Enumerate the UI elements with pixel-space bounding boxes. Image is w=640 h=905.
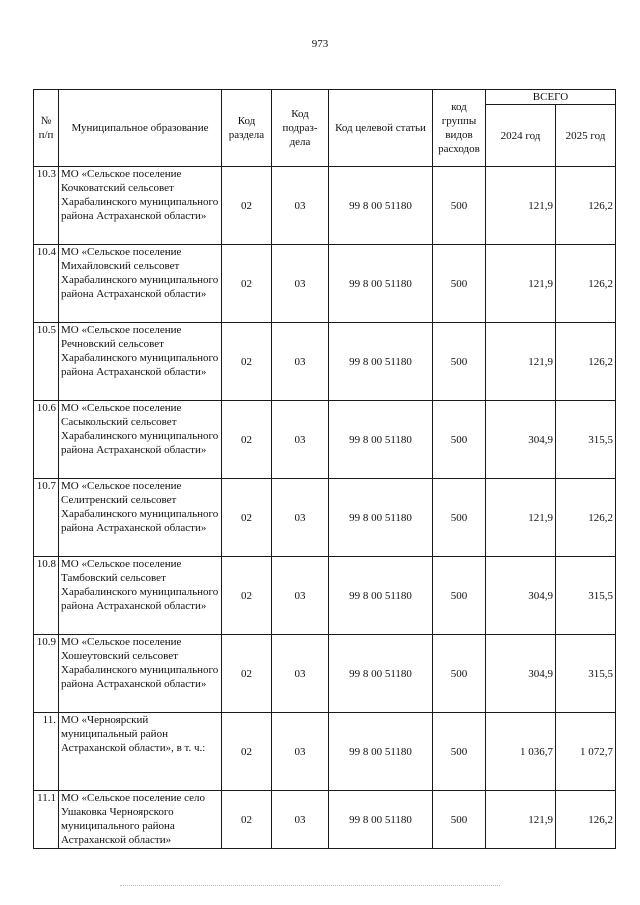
row-2024: 121,9: [486, 479, 556, 557]
row-municipality: МО «Сельское поселение Хошеутовский сельсовет Харабалинского муниципального района Астраханской области»: [59, 635, 222, 713]
row-number: 10.6: [34, 401, 59, 479]
row-municipality: МО «Сельское поселение Михайловский сельсовет Харабалинского муниципального района Астраханской области»: [59, 245, 222, 323]
table-row: [34, 557, 616, 635]
row-expense-group: 500: [433, 245, 486, 323]
row-section: 02: [222, 323, 272, 401]
row-expense-group: 500: [433, 713, 486, 791]
row-number: 10.4: [34, 245, 59, 323]
row-subsection: 03: [272, 245, 329, 323]
row-section: 02: [222, 245, 272, 323]
row-target: 99 8 00 51180: [329, 401, 433, 479]
row-2024: 121,9: [486, 167, 556, 245]
table-row: [34, 245, 616, 323]
row-2025: 126,2: [556, 791, 616, 849]
row-municipality: МО «Сельское поселение Селитренский сельсовет Харабалинского муниципального района Астраханской области»: [59, 479, 222, 557]
row-target: 99 8 00 51180: [329, 791, 433, 849]
row-2025: 315,5: [556, 635, 616, 713]
row-2025: 126,2: [556, 323, 616, 401]
row-expense-group: 500: [433, 323, 486, 401]
row-subsection: 03: [272, 479, 329, 557]
row-2024: 121,9: [486, 791, 556, 849]
row-section: 02: [222, 167, 272, 245]
row-expense-group: 500: [433, 167, 486, 245]
row-subsection: 03: [272, 557, 329, 635]
row-2024: 304,9: [486, 401, 556, 479]
row-expense-group: 500: [433, 635, 486, 713]
row-section: 02: [222, 635, 272, 713]
row-municipality: МО «Черноярский муниципальный район Астраханской области», в т. ч.:: [59, 713, 222, 791]
row-section: 02: [222, 713, 272, 791]
row-subsection: 03: [272, 167, 329, 245]
row-subsection: 03: [272, 323, 329, 401]
page-number: 973: [311, 38, 329, 50]
row-municipality: МО «Сельское поселение село Ушаковка Черноярского муниципального района Астраханской области»: [59, 791, 222, 849]
row-2025: 315,5: [556, 557, 616, 635]
row-number: 10.9: [34, 635, 59, 713]
header-num: № п/п: [34, 90, 59, 167]
table-row: [34, 713, 616, 791]
row-subsection: 03: [272, 635, 329, 713]
row-2025: 126,2: [556, 479, 616, 557]
row-2025: 126,2: [556, 245, 616, 323]
row-section: 02: [222, 791, 272, 849]
row-subsection: 03: [272, 401, 329, 479]
row-section: 02: [222, 479, 272, 557]
row-expense-group: 500: [433, 557, 486, 635]
row-2024: 1 036,7: [486, 713, 556, 791]
budget-table: [33, 89, 616, 849]
row-2025: 1 072,7: [556, 713, 616, 791]
row-target: 99 8 00 51180: [329, 245, 433, 323]
row-2024: 304,9: [486, 557, 556, 635]
row-municipality: МО «Сельское поселение Тамбовский сельсовет Харабалинского муниципального района Астраханской области»: [59, 557, 222, 635]
header-year-2025: 2025 год: [556, 105, 616, 167]
header-section: Код раздела: [222, 90, 272, 167]
table-row: [34, 401, 616, 479]
row-2024: 304,9: [486, 635, 556, 713]
table-row: [34, 167, 616, 245]
row-2024: 121,9: [486, 323, 556, 401]
table-row: [34, 479, 616, 557]
row-target: 99 8 00 51180: [329, 557, 433, 635]
row-number: 10.8: [34, 557, 59, 635]
row-subsection: 03: [272, 791, 329, 849]
row-municipality: МО «Сельское поселение Кочковатский сельсовет Харабалинского муниципального района Астраханской области»: [59, 167, 222, 245]
row-expense-group: 500: [433, 479, 486, 557]
table-row: [34, 635, 616, 713]
row-subsection: 03: [272, 713, 329, 791]
row-section: 02: [222, 401, 272, 479]
row-target: 99 8 00 51180: [329, 323, 433, 401]
header-target: Код целевой статьи: [329, 90, 433, 167]
row-target: 99 8 00 51180: [329, 479, 433, 557]
scan-artifact-line: [120, 885, 500, 888]
row-target: 99 8 00 51180: [329, 635, 433, 713]
row-municipality: МО «Сельское поселение Сасыкольский сельсовет Харабалинского муниципального района Астраханской области»: [59, 401, 222, 479]
table-row: [34, 791, 616, 849]
row-expense-group: 500: [433, 791, 486, 849]
row-number: 11.: [34, 713, 59, 791]
row-target: 99 8 00 51180: [329, 713, 433, 791]
row-number: 10.3: [34, 167, 59, 245]
table-row: [34, 323, 616, 401]
header-total: ВСЕГО: [486, 90, 616, 105]
row-2025: 315,5: [556, 401, 616, 479]
row-number: 10.7: [34, 479, 59, 557]
row-municipality: МО «Сельское поселение Речновский сельсовет Харабалинского муниципального района Астраханской области»: [59, 323, 222, 401]
row-2024: 121,9: [486, 245, 556, 323]
header-municipality: Муниципальное образование: [59, 90, 222, 167]
row-number: 11.1: [34, 791, 59, 849]
row-2025: 126,2: [556, 167, 616, 245]
row-target: 99 8 00 51180: [329, 167, 433, 245]
row-number: 10.5: [34, 323, 59, 401]
row-expense-group: 500: [433, 401, 486, 479]
header-expense-group: код группы видов расходов: [433, 90, 486, 167]
row-section: 02: [222, 557, 272, 635]
header-year-2024: 2024 год: [486, 105, 556, 167]
header-subsection: Код подраз-дела: [272, 90, 329, 167]
